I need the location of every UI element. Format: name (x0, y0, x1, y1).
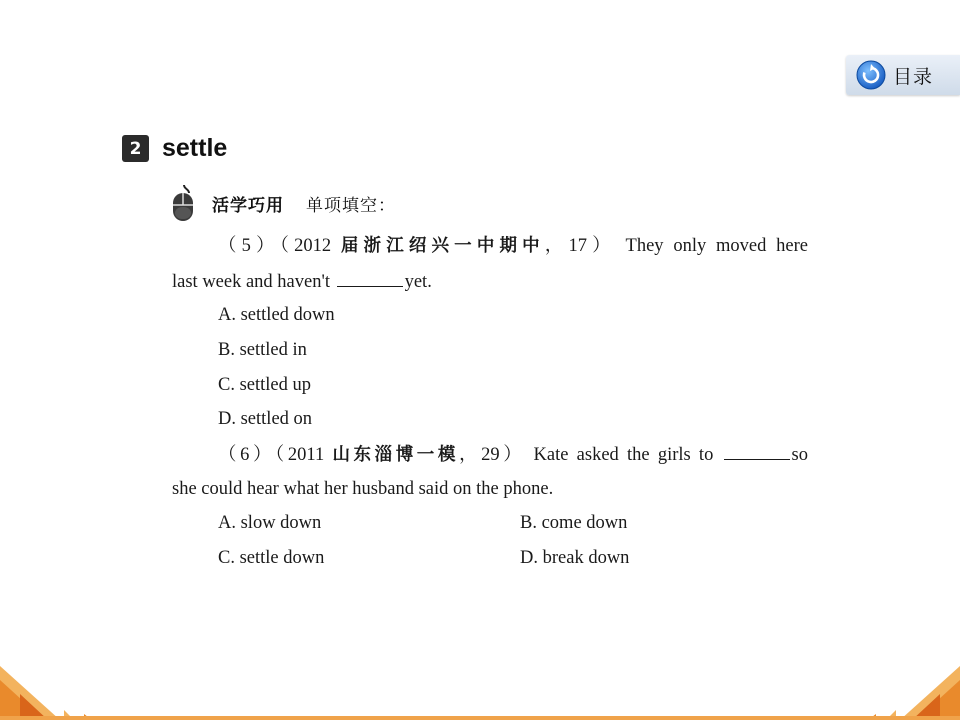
q6-source-rest: ，29） (459, 445, 526, 465)
section-heading (122, 134, 227, 163)
q6-line2: she could hear what her husband said on the phone. (172, 479, 554, 499)
q5-blank (337, 269, 403, 287)
practice-heading (170, 183, 396, 223)
q5-option-a: A. settled down (218, 305, 335, 325)
q5-source-open: （2012 (279, 236, 341, 256)
q6-line1 (218, 442, 808, 467)
q5-stem-b-post: yet. (404, 272, 432, 292)
bottom-accent-bar (0, 716, 960, 720)
q6-number: （6） (218, 445, 276, 465)
q6-option-c: C. settle down (218, 548, 325, 568)
q5-stem-b-pre: last week and haven't (172, 272, 330, 292)
practice-instruction: 单项填空： (306, 195, 396, 216)
q6-option-b: B. come down (520, 513, 628, 533)
q5-stem-a: They only moved here (625, 236, 808, 256)
q5-option-c: C. settled up (218, 375, 312, 395)
right-corner-decoration (860, 666, 960, 720)
toc-button[interactable] (846, 55, 960, 95)
q6-option-a: A. slow down (218, 513, 322, 533)
q5-line2 (172, 269, 432, 294)
q5-number: （5） (218, 236, 280, 256)
practice-title: 活学巧用 (212, 195, 284, 216)
q5-source-cn: 届浙江绍兴一中期中 (340, 236, 545, 256)
q5-line1 (218, 234, 808, 258)
q6-stem-a-post: so (791, 445, 808, 465)
mouse-icon (170, 183, 198, 223)
section-number-badge: 2 (122, 135, 149, 162)
q5-source-rest: ，17） (544, 236, 616, 256)
q6-source-cn: 山东淄博一模 (332, 445, 459, 465)
q6-source-open: （2011 (275, 445, 333, 465)
section-word: settle (162, 134, 228, 162)
refresh-circle-icon (856, 60, 886, 90)
left-corner-decoration (0, 666, 100, 720)
q6-blank (724, 442, 790, 460)
toc-label: 目录 (893, 65, 934, 88)
q6-option-d: D. break down (520, 548, 630, 568)
q5-option-b: B. settled in (218, 340, 307, 360)
q6-stem-a-pre: Kate asked the girls to (533, 445, 714, 465)
q5-option-d: D. settled on (218, 409, 313, 429)
